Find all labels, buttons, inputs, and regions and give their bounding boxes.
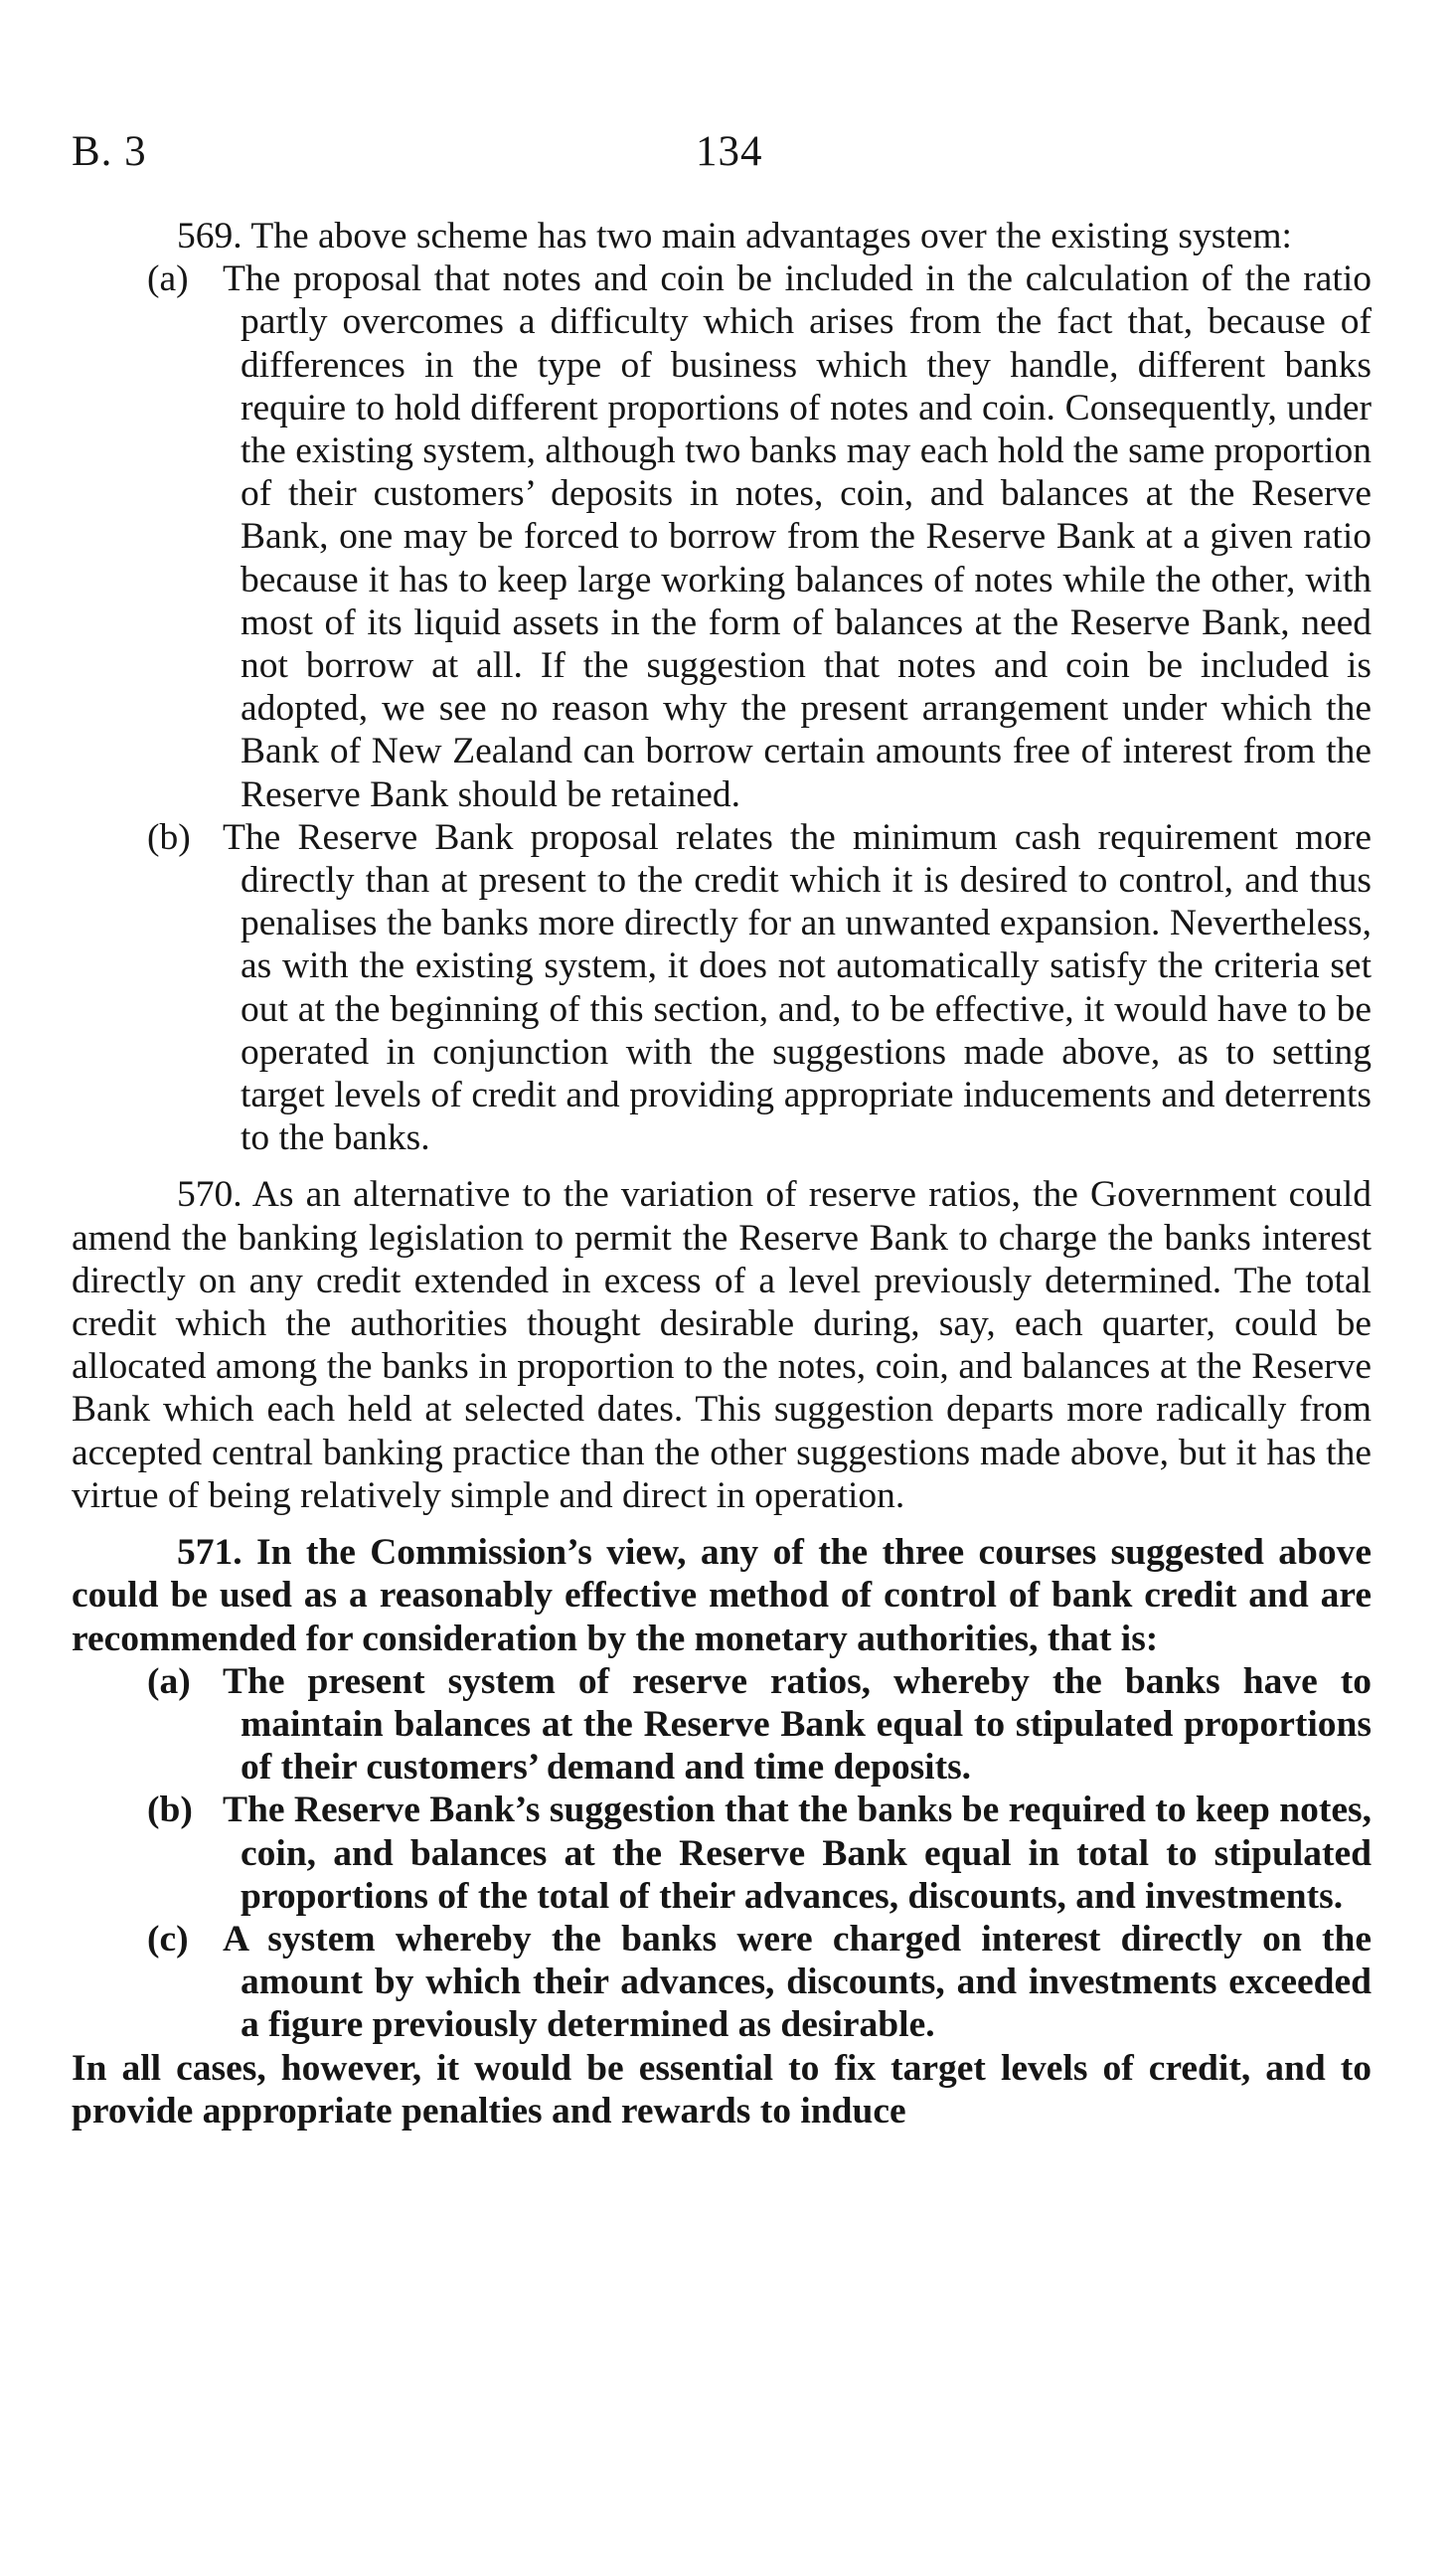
page-header	[72, 127, 1372, 187]
list-item-label: (b)	[147, 816, 191, 858]
paragraph-569-list	[72, 257, 1372, 1159]
paragraph-number: 569.	[177, 216, 243, 256]
paragraph-571-list	[72, 1660, 1372, 2047]
paragraph-571-block	[72, 1531, 1372, 2133]
paragraph-569	[72, 215, 1372, 257]
document-page	[72, 127, 1372, 2133]
list-item	[72, 1918, 1372, 2047]
paragraph-text: As an alternative to the variation of reserve ratios, the Government could amend the banking legislation to permit the Reserve Bank to charge the banks interest directly on any credit extended in excess of a level previously determined. The total credit which the authorities thought desirable during, say, each quarter, could be allocated among the banks in proportion to the notes, coin, and balances at the Reserve Bank which each held at selected dates. This suggestion departs more radically from accepted central banking practice than the other suggestions made above, but it has the virtue of being relatively simple and direct in operation.	[72, 1174, 1372, 1516]
list-item	[72, 816, 1372, 1160]
series-code: B. 3	[72, 128, 147, 175]
list-item-text: The proposal that notes and coin be included in the calculation of the ratio partly overcomes a difficulty which arises from the fact that, because of differences in the type of business which they handle, different banks require to hold different proportions of notes and coin. Consequently, under the existing system, although two banks may each hold the same proportion of their customers’ deposits in notes, coin, and balances at the Reserve Bank, one may be forced to borrow from the Reserve Bank at a given ratio because it has to keep large working balances of notes while the other, with most of its liquid assets in the form of balances at the Reserve Bank, need not borrow at all. If the suggestion that notes and coin be included is adopted, we see no reason why the present arrangement under which the Bank of New Zealand can borrow certain amounts free of interest from the Reserve Bank should be retained.	[223, 258, 1372, 815]
paragraph-text: In the Commission’s view, any of the three courses suggested above could be used as a reasonably effective method of control of bank credit and are recommended for consideration by the monetary authorities, that is:	[72, 1532, 1372, 1659]
list-item-text: A system whereby the banks were charged interest directly on the amount by which their advances, discounts, and investments exceeded a figure previously determined as desirable.	[223, 1918, 1372, 2046]
list-item-text: The Reserve Bank’s suggestion that the banks be required to keep notes, coin, and balances at the Reserve Bank equal in total to stipulated proportions of the total of their advances, discounts, and investments.	[223, 1790, 1372, 1917]
list-item-text: The present system of reserve ratios, whereby the banks have to maintain balances at the Reserve Bank equal to stipulated proportions of their customers’ demand and time deposits.	[223, 1660, 1372, 1789]
list-item-label: (a)	[147, 1660, 191, 1702]
paragraph-text: The above scheme has two main advantages over the existing system:	[250, 216, 1292, 256]
closing-sentence: In all cases, however, it would be essential to fix target levels of credit, and to provide appropriate penalties and rewards to induce	[72, 2047, 1372, 2132]
paragraph-571	[72, 1531, 1372, 1660]
list-item	[72, 1660, 1372, 1790]
paragraph-number: 570.	[177, 1174, 243, 1216]
body-text	[72, 215, 1372, 2133]
list-item-label: (a)	[147, 258, 189, 300]
paragraph-570	[72, 1173, 1372, 1517]
paragraph-number: 571.	[177, 1532, 243, 1574]
page-number: 134	[696, 128, 763, 175]
list-item-label: (c)	[147, 1918, 189, 1960]
list-item-text: The Reserve Bank proposal relates the minimum cash requirement more directly than at present to the credit which it is desired to control, and thus penalises the banks more directly for an unwanted expansion. Nevertheless, as with the existing system, it does not automatically satisfy the criteria set out at the beginning of this section, and, to be effective, it would have to be operated in conjunction with the suggestions made above, as to setting target levels of credit and providing appropriate inducements and deterrents to the banks.	[223, 816, 1372, 1159]
list-item	[72, 1789, 1372, 1918]
list-item	[72, 257, 1372, 816]
list-item-label: (b)	[147, 1790, 193, 1831]
